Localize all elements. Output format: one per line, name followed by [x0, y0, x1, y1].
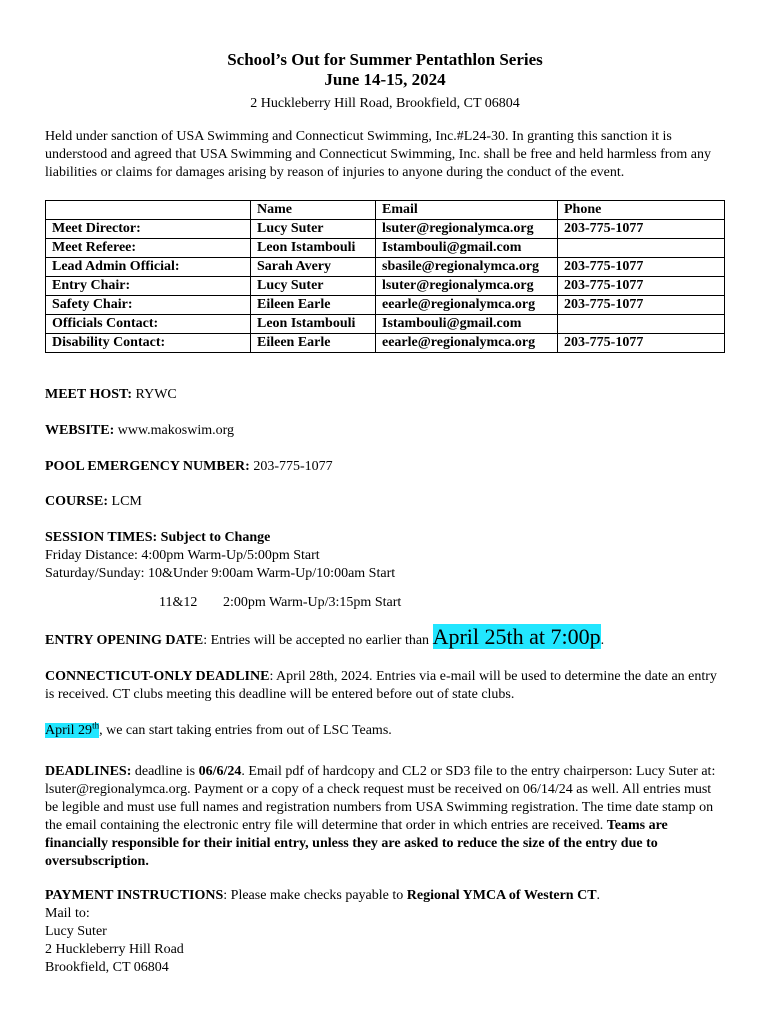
entry-opening-label: ENTRY OPENING DATE [45, 633, 204, 648]
table-cell-name: Lucy Suter [251, 277, 376, 296]
meet-address: 2 Huckleberry Hill Road, Brookfield, CT 06804 [250, 96, 520, 111]
mail-line-3: Brookfield, CT 06804 [45, 960, 169, 975]
emergency-label: POOL EMERGENCY NUMBER: [45, 459, 250, 474]
ct-deadline-text: : April 28th, 2024. Entries via e-mail will be used to determine the date an entry is received. CT clubs meeting this deadline will be entered before out of state clubs. [45, 669, 717, 702]
table-cell-name: Lucy Suter [251, 220, 376, 239]
website-value: www.makoswim.org [117, 423, 235, 438]
table-row [46, 277, 725, 296]
emergency-value: 203-775-1077 [253, 459, 333, 474]
table-cell-name: Leon Istambouli [251, 315, 376, 334]
website-label: WEBSITE: [45, 423, 115, 438]
payment-payee: Regional YMCA of Western CT [406, 888, 597, 903]
table-cell-name: Leon Istambouli [251, 239, 376, 258]
course-value: LCM [111, 494, 142, 509]
table-cell-role: Safety Chair: [46, 296, 251, 315]
course-label: COURSE: [45, 494, 109, 509]
table-cell-phone: 203-775-1077 [558, 296, 725, 315]
april29-date: April 29 [45, 723, 93, 738]
table-cell-email: lsuter@regionalymca.org [376, 220, 558, 239]
april29-highlight [45, 720, 100, 738]
table-row [46, 258, 725, 277]
website-line [45, 422, 725, 440]
table-row [46, 334, 725, 353]
table-cell-phone [558, 315, 725, 334]
table-cell-role: Disability Contact: [46, 334, 251, 353]
mail-to-label: Mail to: [45, 906, 90, 921]
document-page [45, 0, 725, 353]
table-header-cell: Name [251, 201, 376, 220]
table-header-cell [46, 201, 251, 220]
table-cell-role: Entry Chair: [46, 277, 251, 296]
meet-host-line [45, 386, 725, 404]
ct-deadline-label: CONNECTICUT-ONLY DEADLINE [45, 669, 270, 684]
ct-deadline-paragraph [45, 668, 725, 704]
table-header-cell: Email [376, 201, 558, 220]
emergency-line [45, 458, 725, 476]
table-header-cell: Phone [558, 201, 725, 220]
meet-host-label: MEET HOST: [45, 387, 133, 402]
staff-table [45, 200, 725, 353]
payment-label: PAYMENT INSTRUCTIONS [45, 888, 224, 903]
session-older-group: 11&12 [159, 595, 198, 610]
payment-text: : Please make checks payable to [223, 888, 407, 903]
session-weekend: Saturday/Sunday: 10&Under 9:00am Warm-Up/10:00am Start [45, 566, 396, 581]
session-times [45, 529, 725, 583]
table-cell-phone: 203-775-1077 [558, 334, 725, 353]
deadlines-date: 06/6/24 [198, 764, 242, 779]
april29-text: , we can start taking entries from out of LSC Teams. [99, 723, 392, 738]
session-older-time: 2:00pm Warm-Up/3:15pm Start [223, 595, 402, 610]
deadlines-bold-tail: Teams are financially responsible for their initial entry, unless they are asked to reduce the size of the entry due to oversubscription. [45, 818, 668, 869]
table-cell-phone: 203-775-1077 [558, 258, 725, 277]
table-cell-role: Meet Referee: [46, 239, 251, 258]
entry-opening-tail: . [600, 633, 605, 648]
entry-opening-date-highlight: April 25th at 7:00p [432, 624, 601, 649]
table-cell-name: Eileen Earle [251, 334, 376, 353]
table-cell-name: Eileen Earle [251, 296, 376, 315]
table-cell-email: eearle@regionalymca.org [376, 334, 558, 353]
table-cell-email: lsuter@regionalymca.org [376, 277, 558, 296]
payment-tail: . [596, 888, 601, 903]
table-cell-phone [558, 239, 725, 258]
table-cell-email: eearle@regionalymca.org [376, 296, 558, 315]
table-cell-name: Sarah Avery [251, 258, 376, 277]
april29-line [45, 722, 725, 740]
table-cell-phone: 203-775-1077 [558, 277, 725, 296]
session-older-line [45, 594, 725, 612]
table-cell-role: Lead Admin Official: [46, 258, 251, 277]
mail-line-2: 2 Huckleberry Hill Road [45, 942, 184, 957]
table-cell-email: sbasile@regionalymca.org [376, 258, 558, 277]
session-friday: Friday Distance: 4:00pm Warm-Up/5:00pm Start [45, 548, 320, 563]
mail-line-1: Lucy Suter [45, 924, 107, 939]
april29-sup: th [92, 720, 100, 731]
course-line [45, 493, 725, 511]
table-cell-phone: 203-775-1077 [558, 220, 725, 239]
table-row [46, 296, 725, 315]
table-cell-role: Meet Director: [46, 220, 251, 239]
payment-section [45, 887, 725, 977]
table-header-row [46, 201, 725, 220]
table-cell-email: Istambouli@gmail.com [376, 239, 558, 258]
table-row [46, 220, 725, 239]
entry-opening-line [45, 624, 725, 650]
deadlines-text1: deadline is [131, 764, 199, 779]
meet-dates: June 14-15, 2024 [324, 70, 446, 89]
table-cell-email: Istambouli@gmail.com [376, 315, 558, 334]
sanction-paragraph: Held under sanction of USA Swimming and Connecticut Swimming, Inc.#L24-30. In granting this sanction it is understood and agreed that USA Swimming and Connecticut Swimming, Inc. shall be free and held harmless from any liabilities or claims for damages arising by reason of injuries to anyone during the conduct of the event. [45, 129, 712, 180]
deadlines-text2: . Email pdf of hardcopy and CL2 or SD3 file to the entry chairperson: Lucy Suter at: lsuter@regionalymca.org. Payment or a copy of a check request must be received on 06/14/24 as well. All entries must be legible and must use full names and registration numbers from USA Swimming registration. The time date stamp on the email containing the electronic entry file will determine that order in which entries are received. [45, 764, 716, 833]
table-row [46, 315, 725, 334]
deadlines-paragraph [45, 763, 725, 871]
entry-opening-text: : Entries will be accepted no earlier than [203, 633, 433, 648]
table-row [46, 239, 725, 258]
session-times-label: SESSION TIMES: Subject to Change [45, 530, 271, 545]
meet-title: School’s Out for Summer Pentathlon Series [227, 50, 543, 69]
meet-host-value: RYWC [135, 387, 177, 402]
table-cell-role: Officials Contact: [46, 315, 251, 334]
deadlines-label: DEADLINES: [45, 764, 132, 779]
